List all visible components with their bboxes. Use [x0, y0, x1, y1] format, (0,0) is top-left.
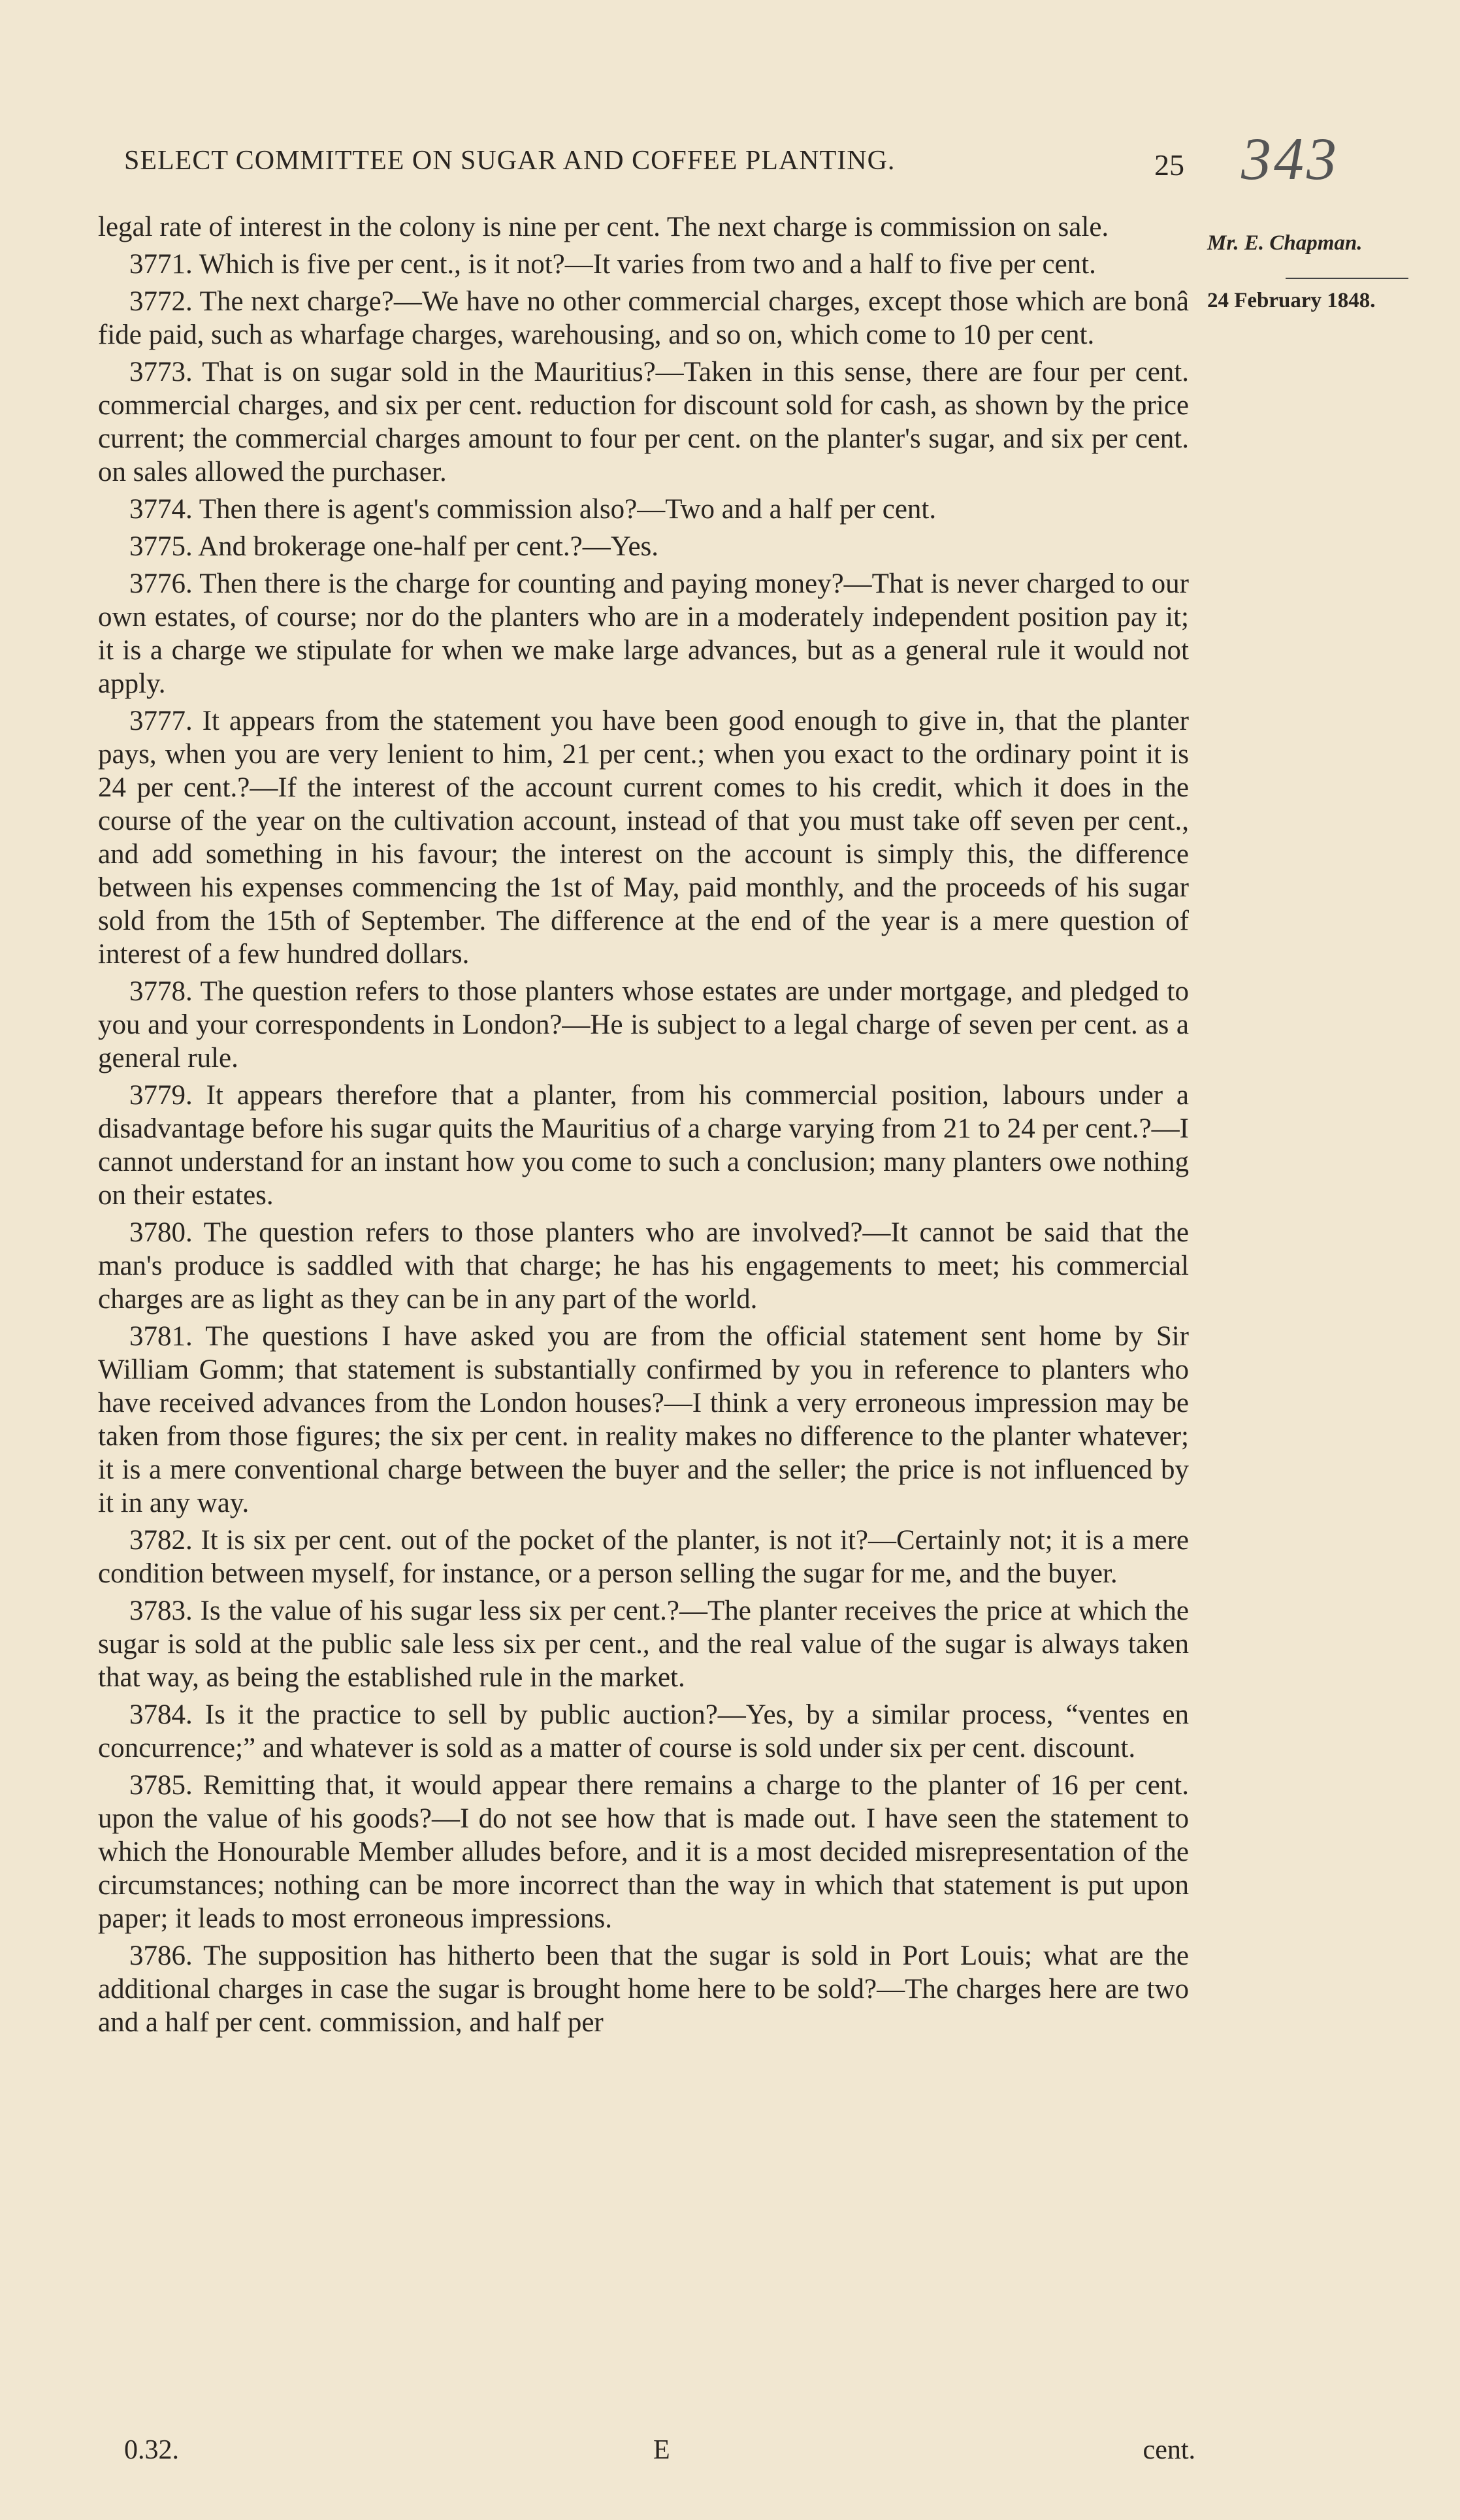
- paragraph: 3781. The questions I have asked you are from the official statement sent home by Sir William Gomm; that statement is substantially confirmed by you in reference to planters who have received advances from the London houses?—I think a very erroneous impression may be taken from those figures; the six per cent. in reality makes no difference to the planter whatever; it is a mere conventional charge between the buyer and the seller; the price is not influenced by it in any way.: [98, 1321, 1189, 1518]
- paragraph: 3780. The question refers to those planters who are involved?—It cannot be said that the man's produce is saddled with that charge; he has his engagements to meet; his commercial charges are as light as they can be in any part of the world.: [98, 1217, 1189, 1315]
- margin-rule: [1286, 278, 1408, 279]
- running-header: SELECT COMMITTEE ON SUGAR AND COFFEE PLANTING.: [124, 146, 896, 176]
- folio-number: 343: [1241, 125, 1339, 192]
- paragraph: 3778. The question refers to those planters whose estates are under mortgage, and pledged to you and your correspondents in London?—He is subject to a legal charge of seven per cent. as a general rule.: [98, 976, 1189, 1073]
- paragraph: 3783. Is the value of his sugar less six per cent.?—The planter receives the price at which the sugar is sold at the public sale less six per cent., and the real value of the sugar is always taken that way, as being the established rule in the market.: [98, 1595, 1189, 1693]
- footer-signature-mark: E: [653, 2435, 670, 2465]
- paragraph: 3772. The next charge?—We have no other commercial charges, except those which are bonâ fide paid, such as wharfage charges, warehousing, and so on, which come to 10 per cent.: [98, 286, 1189, 350]
- paragraph: 3786. The supposition has hitherto been that the sugar is sold in Port Louis; what are the additional charges in case the sugar is brought home here to be sold?—The charges here are two and a half per cent. commission, and half per: [98, 1940, 1189, 2038]
- testimony-body: [98, 210, 1189, 2043]
- paragraph: 3785. Remitting that, it would appear there remains a charge to the planter of 16 per cent. upon the value of his goods?—I do not see how that is made out. I have seen the statement to which the Honourable Member alludes before, and it is a most decided misrepresentation of the circumstances; nothing can be more incorrect than the way in which that statement is put upon paper; it leads to most erroneous impressions.: [98, 1770, 1189, 1934]
- paragraph: 3784. Is it the practice to sell by public auction?—Yes, by a similar process, “ventes en concurrence;” and whatever is sold as a matter of course is sold under six per cent. discount.: [98, 1699, 1189, 1763]
- paragraph: 3774. Then there is agent's commission also?—Two and a half per cent.: [129, 494, 937, 525]
- footer-paper-number: 0.32.: [124, 2435, 179, 2465]
- paragraph: 3782. It is six per cent. out of the pocket of the planter, is not it?—Certainly not; it is a mere condition between myself, for instance, or a person selling the sugar for me, and the buyer.: [98, 1525, 1189, 1589]
- paragraph: legal rate of interest in the colony is nine per cent. The next charge is commission on sale.: [98, 212, 1109, 242]
- hearing-date: 24 February 1848.: [1207, 289, 1376, 312]
- footer-catchword: cent.: [1143, 2435, 1195, 2465]
- paragraph: 3777. It appears from the statement you have been good enough to give in, that the planter pays, when you are very lenient to him, 21 per cent.; when you exact to the ordinary point it is 24 per cent.?—If the interest of the account current comes to his credit, which it does in the course of the year on the cultivation account, instead of that you must take off seven per cent., and add something in his favour; the interest on the account is simply this, the difference between his expenses commencing the 1st of May, paid monthly, and the proceeds of his sugar sold from the 15th of September. The difference at the end of the year is a mere question of interest of a few hundred dollars.: [98, 706, 1189, 970]
- paragraph: 3773. That is on sugar sold in the Mauritius?—Taken in this sense, there are four per cent. commercial charges, and six per cent. reduction for discount sold for cash, as shown by the price current; the commercial charges amount to four per cent. on the planter's sugar, and six per cent. on sales allowed the purchaser.: [98, 357, 1189, 487]
- paragraph: 3779. It appears therefore that a planter, from his commercial position, labours under a disadvantage before his sugar quits the Mauritius of a charge varying from 21 to 24 per cent.?—I cannot understand for an instant how you come to such a conclusion; many planters owe nothing on their estates.: [98, 1080, 1189, 1211]
- paragraph: 3771. Which is five per cent., is it not?—It varies from two and a half to five per cent.: [129, 249, 1096, 280]
- witness-name: Mr. E. Chapman.: [1207, 231, 1363, 255]
- page-number: 25: [1154, 148, 1184, 182]
- paragraph: 3776. Then there is the charge for counting and paying money?—That is never charged to our own estates, of course; nor do the planters who are in a moderately independent position pay it; it is a charge we stipulate for when we make large advances, but as a general rule it would not apply.: [98, 568, 1189, 699]
- paragraph: 3775. And brokerage one-half per cent.?—Yes.: [129, 531, 659, 562]
